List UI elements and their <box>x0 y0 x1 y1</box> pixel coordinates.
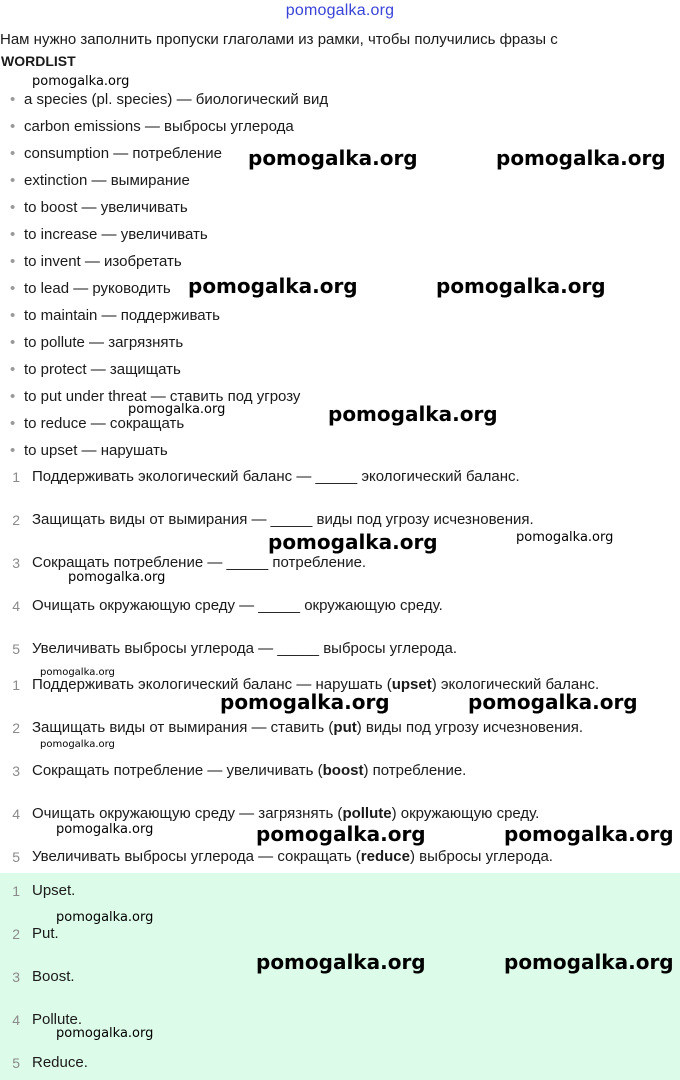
wordlist-item: • to invent — изобретать <box>10 253 182 270</box>
wordlist-item: • consumption — потребление <box>10 145 222 162</box>
solution-row: 1 Поддерживать экологический баланс — нарушать (upset) экологический баланс. <box>12 676 600 693</box>
exercise-row: 2 Защищать виды от вымирания — _____ виды под угрозу исчезновения. <box>12 511 534 528</box>
bullet-icon: • <box>10 334 16 351</box>
bullet-icon: • <box>10 388 16 405</box>
bullet-icon: • <box>10 91 16 108</box>
site-title: pomogalka.org <box>285 2 395 19</box>
watermark: pomogalka.org <box>248 146 418 170</box>
bullet-icon: • <box>10 172 16 189</box>
watermark: pomogalka.org <box>220 690 390 714</box>
bullet-icon: • <box>10 253 16 270</box>
wordlist-item: • to boost — увеличивать <box>10 199 188 216</box>
watermark: pomogalka.org <box>504 950 674 974</box>
watermark: pomogalka.org <box>468 690 638 714</box>
answer-word: upset <box>391 676 432 693</box>
intro-text: Нам нужно заполнить пропуски глаголами из рамки, чтобы получились фразы с <box>0 31 558 48</box>
wordlist-item: • to upset — нарушать <box>10 442 168 459</box>
watermark: pomogalka.org <box>256 950 426 974</box>
wordlist-item: • to protect — защищать <box>10 361 181 378</box>
bullet-icon: • <box>10 442 16 459</box>
answer-row: 5 Reduce. <box>12 1054 88 1071</box>
exercise-row: 1 Поддерживать экологический баланс — _____ экологический баланс. <box>12 468 520 485</box>
bullet-icon: • <box>10 280 16 297</box>
watermark: pomogalka.org <box>436 274 606 298</box>
watermark: pomogalka.org <box>40 667 115 678</box>
answer-row: 2 Put. <box>12 925 59 942</box>
watermark: pomogalka.org <box>496 146 666 170</box>
solution-row: 4 Очищать окружающую среду — загрязнять (pollute) окружающую среду. <box>12 805 540 822</box>
watermark: pomogalka.org <box>56 910 154 925</box>
exercise-row: 5 Увеличивать выбросы углерода — _____ выбросы углерода. <box>12 640 458 657</box>
watermark: pomogalka.org <box>504 822 674 846</box>
watermark: pomogalka.org <box>56 822 154 837</box>
watermark: pomogalka.org <box>128 402 226 417</box>
answer-row: 4 Pollute. <box>12 1011 83 1028</box>
wordlist-item: • to put under threat — ставить под угрозу <box>10 388 301 405</box>
watermark: pomogalka.org <box>256 822 426 846</box>
solution-row: 2 Защищать виды от вымирания — ставить (put) виды под угрозу исчезновения. <box>12 719 584 736</box>
watermark: pomogalka.org <box>40 739 115 750</box>
answer-word: boost <box>322 762 364 779</box>
wordlist-item: • to increase — увеличивать <box>10 226 208 243</box>
wordlist-title: WORDLIST <box>1 53 76 69</box>
answer-row: 3 Boost. <box>12 968 75 985</box>
answer-word: reduce <box>360 848 410 865</box>
answer-word: pollute <box>342 805 392 822</box>
exercise-row: 3 Сокращать потребление — _____ потребление. <box>12 554 367 571</box>
wordlist-item: • carbon emissions — выбросы углерода <box>10 118 294 135</box>
solution-row: 5 Увеличивать выбросы углерода — сокращать (reduce) выбросы углерода. <box>12 848 553 865</box>
bullet-icon: • <box>10 118 16 135</box>
wordlist-item: • to pollute — загрязнять <box>10 334 184 351</box>
watermark: pomogalka.org <box>328 402 498 426</box>
wordlist-item: • to maintain — поддерживать <box>10 307 220 324</box>
wordlist-item: • to reduce — сокращать <box>10 415 185 432</box>
watermark: pomogalka.org <box>188 274 358 298</box>
solution-row: 3 Сокращать потребление — увеличивать (boost) потребление. <box>12 762 467 779</box>
answer-word: put <box>333 719 357 736</box>
wordlist-item: • a species (pl. species) — биологический вид <box>10 91 329 108</box>
watermark: pomogalka.org <box>68 570 166 585</box>
bullet-icon: • <box>10 226 16 243</box>
bullet-icon: • <box>10 145 16 162</box>
watermark: pomogalka.org <box>32 74 130 89</box>
answer-row: 1 Upset. <box>12 882 76 899</box>
bullet-icon: • <box>10 361 16 378</box>
bullet-icon: • <box>10 415 16 432</box>
watermark: pomogalka.org <box>516 530 614 545</box>
bullet-icon: • <box>10 307 16 324</box>
exercise-row: 4 Очищать окружающую среду — _____ окружающую среду. <box>12 597 443 614</box>
bullet-icon: • <box>10 199 16 216</box>
wordlist-item: • to lead — руководить <box>10 280 171 297</box>
watermark: pomogalka.org <box>56 1026 154 1041</box>
wordlist-item: • extinction — вымирание <box>10 172 190 189</box>
watermark: pomogalka.org <box>268 530 438 554</box>
